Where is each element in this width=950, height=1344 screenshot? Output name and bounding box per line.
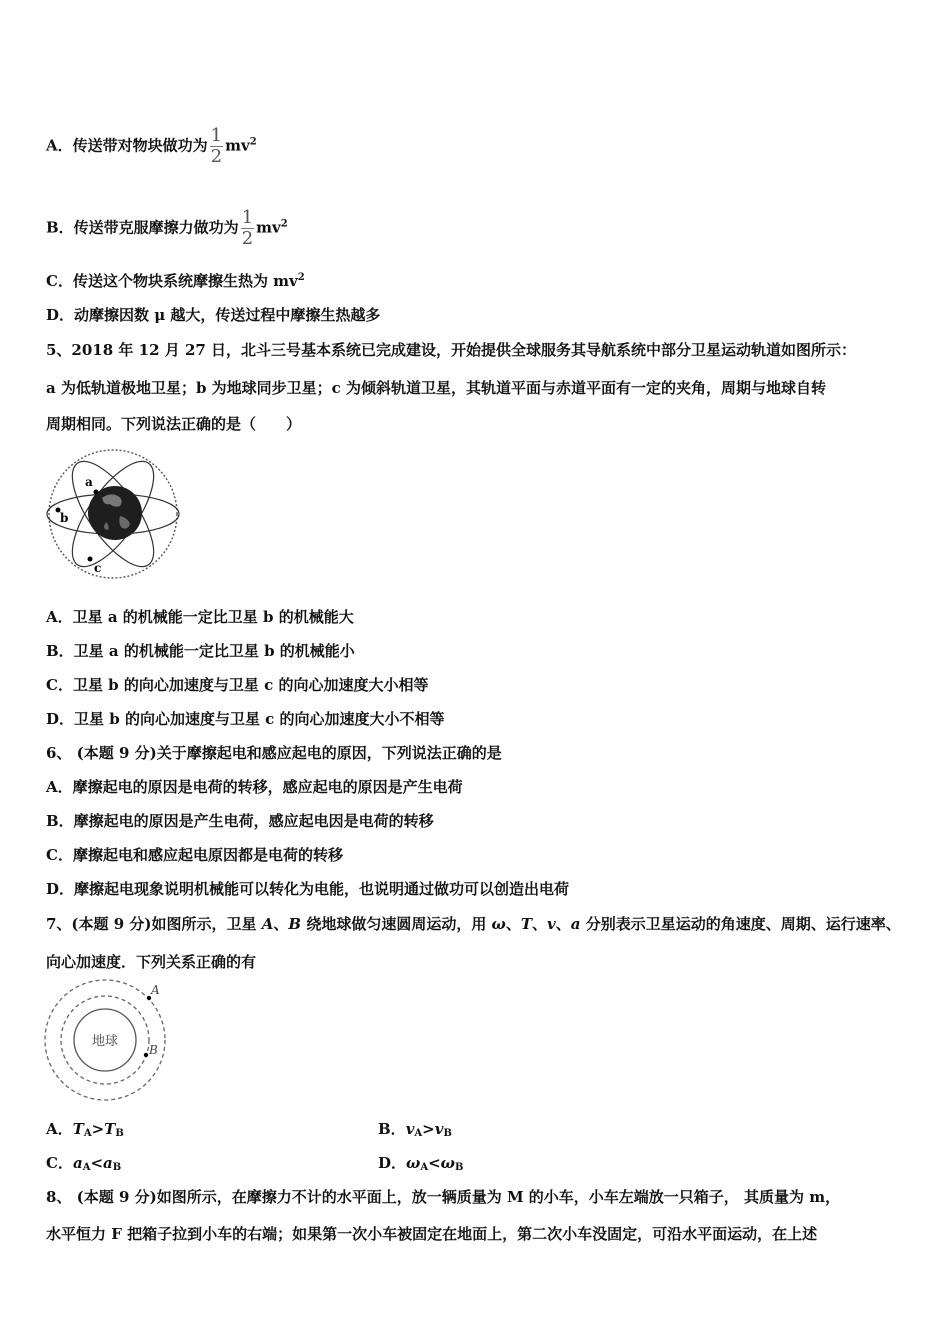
q8-stem-line2: 水平恒力 F 把箱子拉到小车的右端；如果第一次小车被固定在地面上，第二次小车没固定，可沿水平面运动，在上述 (46, 1225, 818, 1243)
earth-satellites-figure (42, 978, 172, 1102)
q5-stem-line3: 周期相同。下列说法正确的是（ ） (46, 415, 302, 433)
label-a: a (85, 475, 93, 489)
q5-option-b: B．卫星 a 的机械能一定比卫星 b 的机械能小 (46, 642, 355, 660)
q5-option-c: C．卫星 b 的向心加速度与卫星 c 的向心加速度大小相等 (46, 676, 429, 694)
q7-option-c: C．$a_A<a_B$ (46, 1154, 122, 1173)
q8-stem-line1: 8、 (本题 9 分)如图所示，在摩擦力不计的水平面上，放一辆质量为 M 的小车，小车左端放一只箱子， 其质量为 m， (46, 1188, 841, 1206)
q6-option-d: D．摩擦起电现象说明机械能可以转化为电能，也说明通过做功可以创造出电荷 (46, 880, 570, 898)
satellite-b-dot (144, 1053, 148, 1057)
satellite-orbits-figure (44, 446, 184, 584)
satellite-a-dot (94, 490, 99, 495)
q7-stem-line1: 7、(本题 9 分)如图所示，卫星 A、B 绕地球做匀速圆周运动，用 ω、T、v、a 分别表示卫星运动的角速度、周期、运行速率、 (46, 915, 901, 933)
q7-option-d: D．$\omega_A<\omega_B$ (378, 1154, 464, 1173)
q5-stem-line2: a 为低轨道极地卫星；b 为地球同步卫星；c 为倾斜轨道卫星，其轨道平面与赤道平面有一定的夹角，周期与地球自转 (46, 379, 827, 397)
label-b: b (60, 511, 69, 525)
satellite-c-dot (88, 557, 93, 562)
q6-option-b: B．摩擦起电的原因是产生电荷，感应起电因是电荷的转移 (46, 812, 434, 830)
q4-option-d: D．动摩擦因数 μ 越大，传送过程中摩擦生热越多 (46, 306, 381, 324)
q5-stem-line1: 5、2018 年 12 月 27 日，北斗三号基本系统已完成建设，开始提供全球服务其导航系统中部分卫星运动轨道如图所示： (46, 341, 857, 359)
label-c: c (94, 561, 102, 575)
label-A: A (151, 983, 160, 997)
q7-stem-line2: 向心加速度．下列关系正确的有 (46, 953, 257, 971)
q5-option-a: A．卫星 a 的机械能一定比卫星 b 的机械能大 (46, 608, 354, 626)
fraction-one-half: $\frac{1}{2}$ (241, 207, 254, 249)
label-B: B (149, 1043, 158, 1057)
q6-option-a: A．摩擦起电的原因是电荷的转移，感应起电的原因是产生电荷 (46, 778, 463, 796)
q6-option-c: C．摩擦起电和感应起电原因都是电荷的转移 (46, 846, 343, 864)
q7-option-b: B．$v_A>v_B$ (378, 1120, 452, 1139)
q4-option-c: C．传送这个物块系统摩擦生热为 $mv^2$ (46, 272, 305, 290)
q7-option-a: A．$T_A>T_B$ (46, 1120, 124, 1139)
fraction-one-half: $\frac{1}{2}$ (210, 125, 223, 167)
q4-option-b: B．传送带克服摩擦力做功为 $\frac{1}{2}$ $mv^2$ (46, 207, 288, 249)
q6-stem: 6、 (本题 9 分)关于摩擦起电和感应起电的原因，下列说法正确的是 (46, 744, 502, 762)
earth-label: 地球 (91, 1034, 119, 1049)
q5-option-d: D．卫星 b 的向心加速度与卫星 c 的向心加速度大小不相等 (46, 710, 445, 728)
q4-option-a: A．传送带对物块做功为 $\frac{1}{2}$ $mv^2$ (46, 125, 257, 167)
